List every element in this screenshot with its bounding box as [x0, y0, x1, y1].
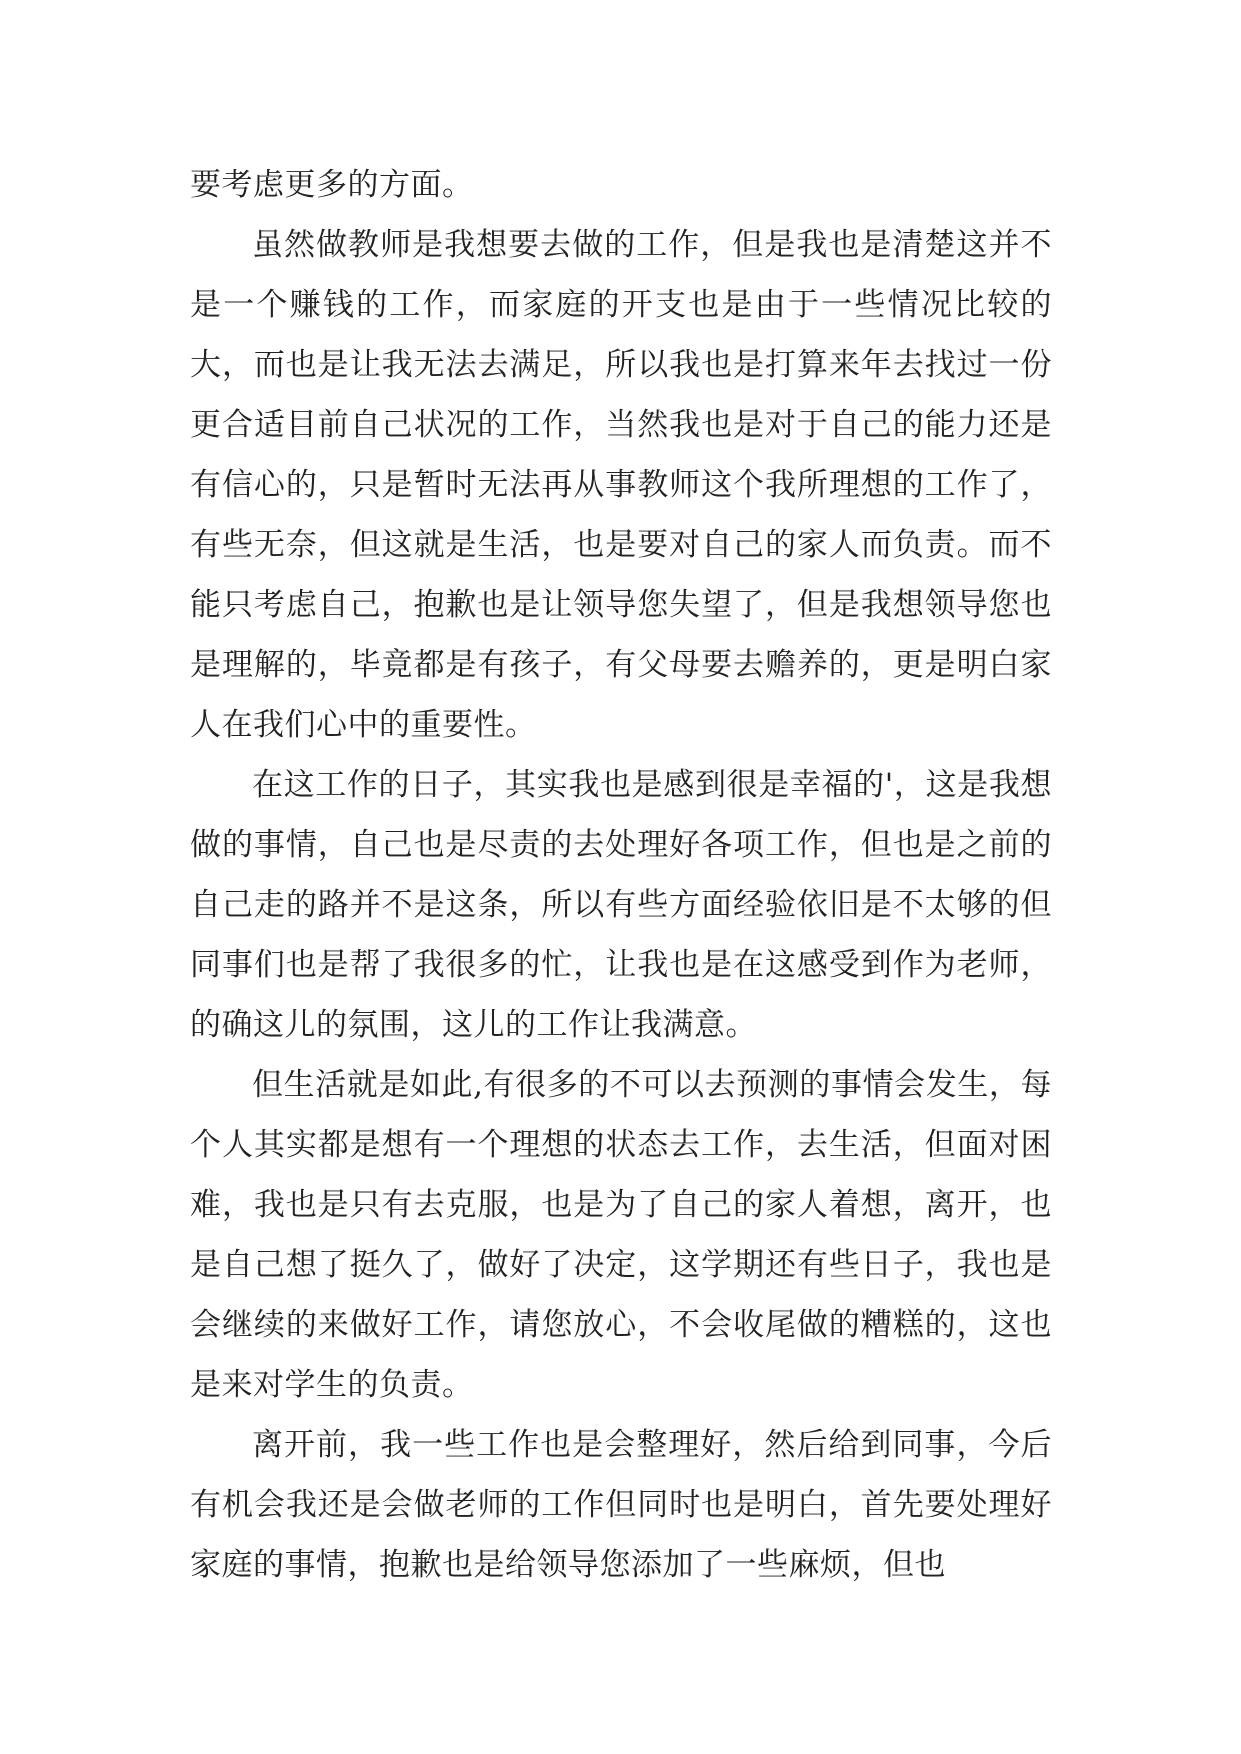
paragraph-work-experience: 在这工作的日子，其实我也是感到很是幸福的'，这是我想做的事情，自己也是尽责的去处理好各项工作，但也是之前的自己走的路并不是这条，所以有些方面经验依旧是不太够的但同事们也是帮了我很多的忙，让我也是在这感受到作为老师，的确这儿的氛围，这儿的工作让我满意。 — [190, 767, 1052, 1043]
paragraph-teaching-and-family: 虽然做教师是我想要去做的工作，但是我也是清楚这并不是一个赚钱的工作，而家庭的开支也是由于一些情况比较的大，而也是让我无法去满足，所以我也是打算来年去找过一份更合适目前自己状况的工作，当然我也是对于自己的能力还是有信心的，只是暂时无法再从事教师这个我所理想的工作了，有些无奈，但这就是生活，也是要对自己的家人而负责。而不能只考虑自己，抱歉也是让领导您失望了，但是我想领导您也是理解的，毕竟都是有孩子，有父母要去赡养的，更是明白家人在我们心中的重要性。 — [190, 227, 1052, 743]
paragraph-before-leaving: 离开前，我一些工作也是会整理好，然后给到同事，今后有机会我还是会做老师的工作但同时也是明白，首先要处理好家庭的事情，抱歉也是给领导您添加了一些麻烦，但也 — [190, 1427, 1052, 1583]
body-text — [190, 155, 1052, 1595]
paragraph-life-decision: 但生活就是如此,有很多的不可以去预测的事情会发生，每个人其实都是想有一个理想的状态去工作，去生活，但面对困难，我也是只有去克服，也是为了自己的家人着想，离开，也是自己想了挺久了，做好了决定，这学期还有些日子，我也是会继续的来做好工作，请您放心，不会收尾做的糟糕的，这也是来对学生的负责。 — [190, 1067, 1052, 1403]
paragraph-continuation: 要考虑更多的方面。 — [190, 167, 474, 203]
